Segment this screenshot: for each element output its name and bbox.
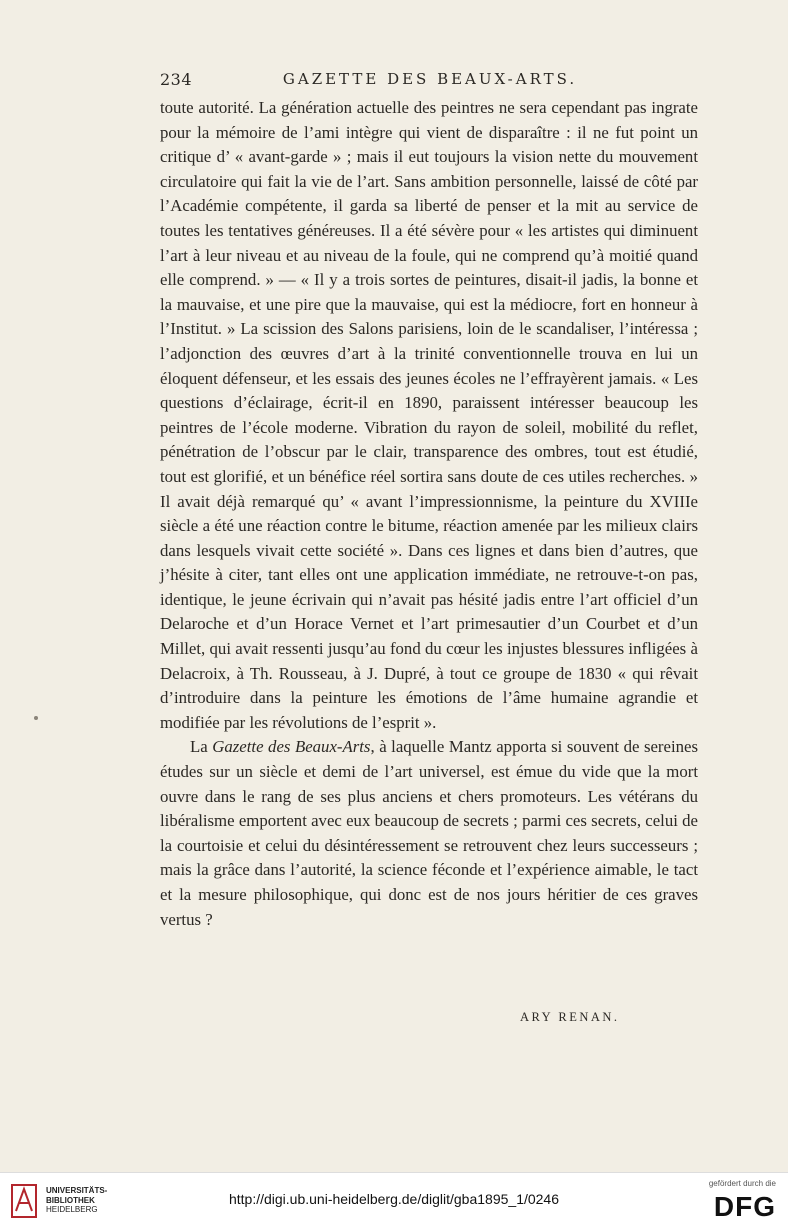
- dfg-logo-icon[interactable]: DFG: [713, 1191, 776, 1222]
- library-name-line-2: BIBLIOTHEK: [46, 1195, 95, 1205]
- author-signature: ARY RENAN.: [520, 1010, 620, 1024]
- paragraph-1: toute autorité. La génération actuelle des peintres ne sera cependant pas ingrate pour la mémoire de l’ami intègre qui vient de disparaître : il ne fut point un critique d’ « avant-garde » ; mais il eut toujours la vision nette du mouvement circulatoire qui fait la vie de l’art. Sans ambition personnelle, laissé de côté par l’Académie compétente, il garda sa liberté de penser et la mit au service de toutes les tentatives généreuses. Il a été sévère pour « les artistes qui diminuent l’art à leur niveau et au niveau de la foule, qui ne comprend qu’à moitié quand elle comprend. » — « Il y a trois sortes de peintures, disait-il jadis, la bonne et la mauvaise, et une pire que la mauvaise, qui est la médiocre, fort en honneur à l’Institut. » La scission des Salons parisiens, loin de le scandaliser, l’intéressa ; l’adjonction des œuvres d’art à la trinité conventionnelle trouva en lui un éloquent défenseur, et les essais des jeunes écoles ne l’effrayèrent jamais. « Les questions d’éclairage, écrit-il en 1890, paraissent intéresser beaucoup les peintres de l’école moderne. Vibration du rayon de soleil, mobilité du reflet, pénétration de l’obscur par le clair, transparence des ombres, tout est étudié, tout est glorifié, et un bénéfice réel sortira sans doute de ces utiles recherches. » Il avait déjà remarqué qu’ « avant l’impressionnisme, la peinture du XVIIIe siècle a été une réaction contre le bitume, réaction amenée par les milieux clairs dans lesquels vivait cette société ». Dans ces lignes et dans bien d’autres, que j’hésite à citer, tant elles ont une application immédiate, ne retrouve-t-on pas, identique, le jeune écrivain qui n’avait pas hésité jadis entre l’art officiel d’un Delaroche et d’un Horace Vernet et l’art primesautier d’un Courbet et d’un Millet, qui avait ressenti jusqu’au fond du cœur les injustes blessures infligées à Delacroix, à Th. Rousseau, à J. Dupré, à tout ce groupe de 1830 « qui rêvait d’introduire dans la peinture les émotions de l’âme humaine agrandie et modifiée par les révolutions de l’esprit ».: [160, 98, 698, 732]
- digitization-footer: [0, 1172, 788, 1229]
- page-header: [160, 70, 700, 94]
- page-number: 234: [160, 70, 193, 89]
- margin-speck: [34, 716, 38, 720]
- paragraph-2-lead: La: [190, 737, 213, 757]
- journal-title-italic: Gazette des Beaux-Arts: [212, 737, 371, 757]
- funding-note: gefördert durch die: [708, 1179, 776, 1188]
- running-title: GAZETTE DES BEAUX-ARTS.: [282, 70, 578, 88]
- article-body: [160, 96, 698, 932]
- library-name-line-1: UNIVERSITÄTS-: [46, 1186, 108, 1195]
- paragraph-2-rest: , à laquelle Mantz apporta si souvent de sereines études sur un siècle et demi de l’art universel, est émue du vide que la mort ouvre dans le rang de ses plus anciens et chers promoteurs. Les vétérans du libéralisme emportent avec eux beaucoup de secrets ; parmi ces secrets, celui de la courtoisie et celui du désintéressement se retrouvent chez leurs successeurs ; mais la grâce dans l’autorité, la science féconde et l’expérience aimable, le tact et la mesure philosophique, qui donc est de nos jours héritier de ces graves vertus ?: [160, 737, 698, 929]
- permalink-url[interactable]: http://digi.ub.uni-heidelberg.de/diglit/gba1895_1/0246: [228, 1191, 560, 1207]
- library-name-line-3: HEIDELBERG: [46, 1205, 98, 1214]
- paragraph-2: [160, 735, 698, 932]
